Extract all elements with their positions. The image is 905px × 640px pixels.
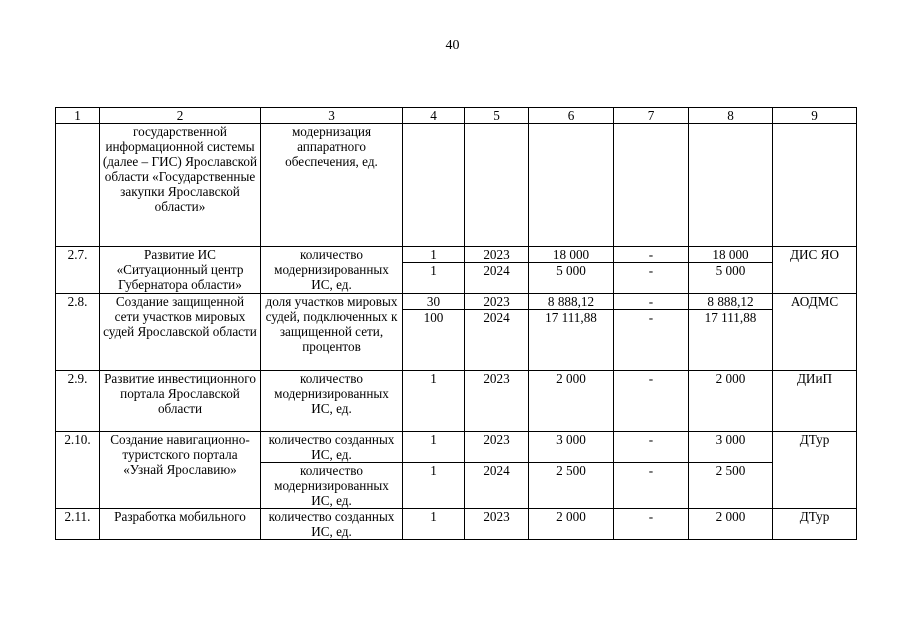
year: 2023 — [465, 432, 529, 463]
funding-federal: - — [614, 432, 689, 463]
funding-regional: 17 111,88 — [689, 310, 773, 371]
table-row — [56, 294, 857, 310]
column-number: 2 — [100, 108, 261, 124]
table-row — [56, 509, 857, 540]
measure-name: Разработка мобильного — [100, 509, 261, 540]
column-number: 4 — [403, 108, 465, 124]
funding-regional: 5 000 — [689, 263, 773, 294]
executor: ДТур — [773, 432, 857, 509]
funding-total: 5 000 — [529, 263, 614, 294]
table-row — [56, 432, 857, 463]
column-number: 3 — [261, 108, 403, 124]
indicator-value: 1 — [403, 371, 465, 432]
column-number: 8 — [689, 108, 773, 124]
indicator: количество модернизированных ИС, ед. — [261, 463, 403, 509]
page-number: 40 — [445, 38, 460, 53]
funding-federal: - — [614, 463, 689, 509]
funding-federal: - — [614, 371, 689, 432]
funding-total: 2 500 — [529, 463, 614, 509]
indicator-value: 100 — [403, 310, 465, 371]
funding-federal: - — [614, 294, 689, 310]
row-number: 2.10. — [56, 432, 100, 509]
funding-total: 3 000 — [529, 432, 614, 463]
row-number: 2.7. — [56, 247, 100, 294]
measure-name: Создание навигационно-туристского портала «Узнай Ярославию» — [100, 432, 261, 509]
executor: ДИС ЯО — [773, 247, 857, 294]
column-number: 9 — [773, 108, 857, 124]
year: 2023 — [465, 509, 529, 540]
column-number: 1 — [56, 108, 100, 124]
funding-total: 2 000 — [529, 371, 614, 432]
table-row — [56, 247, 857, 263]
table-row — [56, 124, 857, 247]
indicator: модернизация аппаратного обеспечения, ед. — [261, 124, 403, 247]
row-number: 2.11. — [56, 509, 100, 540]
funding-regional: 2 000 — [689, 509, 773, 540]
funding-regional: 18 000 — [689, 247, 773, 263]
year: 2023 — [465, 247, 529, 263]
funding-total: 18 000 — [529, 247, 614, 263]
indicator: количество модернизированных ИС, ед. — [261, 247, 403, 294]
executor: ДИиП — [773, 371, 857, 432]
year: 2023 — [465, 294, 529, 310]
funding-federal: - — [614, 509, 689, 540]
measures-table — [55, 107, 857, 540]
column-number: 7 — [614, 108, 689, 124]
indicator-value: 1 — [403, 509, 465, 540]
year: 2024 — [465, 310, 529, 371]
column-number-row — [56, 108, 857, 124]
indicator: доля участков мировых судей, подключенных к защищенной сети, процентов — [261, 294, 403, 371]
funding-federal: - — [614, 310, 689, 371]
funding-regional: 8 888,12 — [689, 294, 773, 310]
funding-total: 17 111,88 — [529, 310, 614, 371]
row-number: 2.9. — [56, 371, 100, 432]
funding-regional: 3 000 — [689, 432, 773, 463]
indicator: количество созданных ИС, ед. — [261, 432, 403, 463]
indicator-value: 1 — [403, 432, 465, 463]
measure-name: Развитие ИС «Ситуационный центр Губернатора области» — [100, 247, 261, 294]
year: 2024 — [465, 463, 529, 509]
measure-name: Развитие инвестиционного портала Ярославской области — [100, 371, 261, 432]
indicator-value: 1 — [403, 263, 465, 294]
indicator: количество созданных ИС, ед. — [261, 509, 403, 540]
executor: АОДМС — [773, 294, 857, 371]
indicator-value: 1 — [403, 463, 465, 509]
funding-regional: 2 500 — [689, 463, 773, 509]
indicator-value: 1 — [403, 247, 465, 263]
indicator-value: 30 — [403, 294, 465, 310]
column-number: 5 — [465, 108, 529, 124]
measure-name: государственной информационной системы (далее – ГИС) Ярославской области «Государственные закупки Ярославской области» — [100, 124, 261, 247]
funding-total: 2 000 — [529, 509, 614, 540]
executor: ДТур — [773, 509, 857, 540]
table-row — [56, 371, 857, 432]
measure-name: Создание защищенной сети участков мировых судей Ярославской области — [100, 294, 261, 371]
funding-regional: 2 000 — [689, 371, 773, 432]
year: 2023 — [465, 371, 529, 432]
funding-federal: - — [614, 263, 689, 294]
column-number: 6 — [529, 108, 614, 124]
row-number: 2.8. — [56, 294, 100, 371]
indicator: количество модернизированных ИС, ед. — [261, 371, 403, 432]
funding-federal: - — [614, 247, 689, 263]
funding-total: 8 888,12 — [529, 294, 614, 310]
year: 2024 — [465, 263, 529, 294]
